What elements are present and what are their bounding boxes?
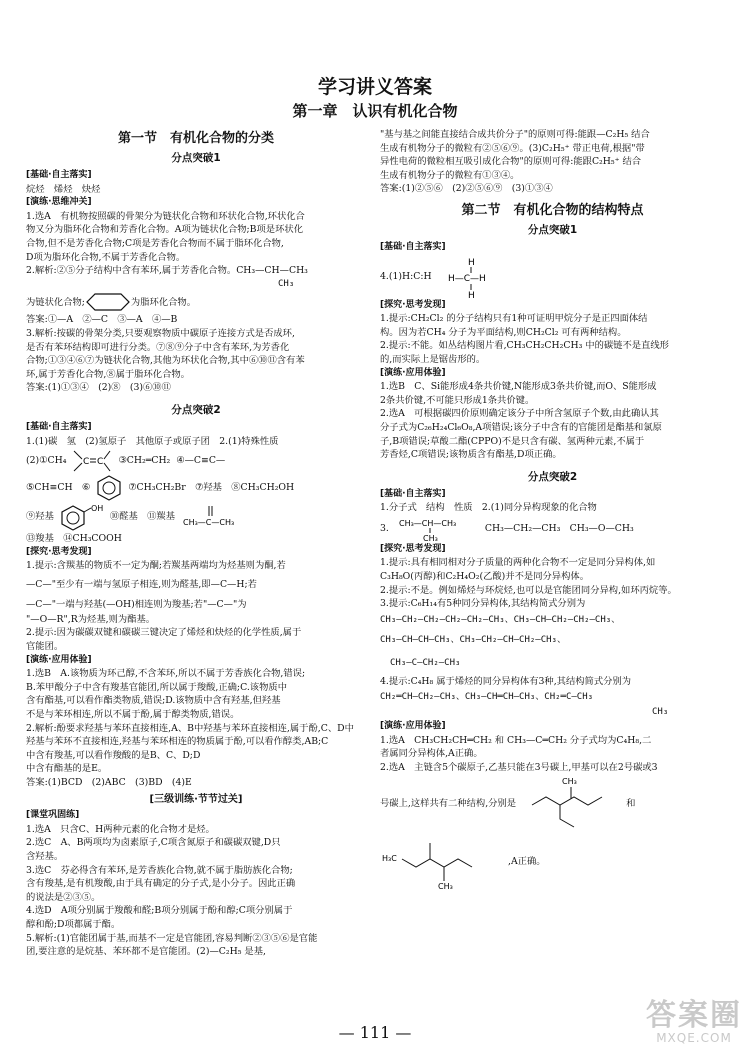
text-line: 1.提示:具有相同相对分子质量的两种化合物不一定是同分异构体,如	[380, 557, 656, 569]
text-line: 团,要注意的是烷基、苯环都不是官能团。(2)—C₂H₅ 是基,	[26, 946, 266, 958]
text-line	[380, 774, 725, 832]
label-explore: [探究·思考发现]	[26, 546, 92, 557]
right-column	[380, 128, 725, 890]
text-line: 含有酯基,可以看作酯类物质,错误;D.该物质中含有羟基,但羟基	[26, 695, 281, 707]
text-line	[26, 474, 366, 502]
text-fragment: ③CH₂═CH₂	[118, 455, 171, 467]
label-basic: [基础·自主落实]	[26, 170, 92, 180]
text-line: C₃H₈O(丙醇)和C₂H₄O₂(乙酸)并不是同分异构体。	[380, 571, 589, 583]
svg-text:CH₃—CH—CH₃: CH₃—CH—CH₃	[398, 518, 457, 528]
text-fragment: 为链状化合物;	[26, 296, 85, 308]
subsection-r2: 分点突破2	[527, 470, 578, 483]
label-basic: [基础·自主落实]	[380, 241, 446, 252]
text-line: 的说法是②③⑤。	[26, 891, 101, 903]
text-line	[26, 448, 366, 474]
label-explore: [探究·思考发现]	[380, 543, 446, 554]
text-line	[380, 255, 725, 299]
text-line: 4.选D A项分别属于羧酸和醛;B项分别属于酚和醇;C项分别属于	[26, 905, 293, 917]
text-fragment: ⑩醛基 ⑪羰基	[109, 511, 175, 523]
svg-text:CH₃: CH₃	[562, 777, 577, 787]
text-fragment: ⑤CH≡CH ⑥	[26, 482, 91, 494]
text-fragment: ⑨羟基	[26, 511, 54, 523]
text-line: 1.选A 有机物按照碳的骨架分为链状化合物和环状化合物,环状化合	[26, 210, 305, 222]
text-fragment: ④—C≡C—	[176, 455, 226, 467]
text-line: 分子式为C₂₆H₂₄Cl₆O₈,A项错误;该分子中含有的官能团是酯基和氯原	[380, 421, 662, 433]
text-line: 合物,但不是芳香化合物;C项是芳香化合物而不属于脂环化合物,	[26, 237, 284, 249]
answer-line: 答案:(1)②⑤⑥ (2)②⑤⑥⑨ (3)①③④	[380, 183, 553, 195]
text-fragment: (2)①CH₄	[26, 455, 67, 467]
text-line: 是否有苯环结构即可进行分类。⑦⑧⑨分子中含有苯环,为芳香化	[26, 341, 290, 353]
methane-structure-icon	[446, 256, 496, 298]
text-line: 含有羧基,是有机羧酸,由于具有确定的分子式,是小分子。因此正确	[26, 878, 296, 890]
text-line: 官能团。	[26, 641, 64, 653]
answer-line: 答案:(1)BCD (2)ABC (3)BD (4)E	[26, 777, 192, 788]
text-fragment: 3.	[380, 523, 389, 535]
section-title-1: 第一节 有机化合物的分类	[117, 131, 274, 146]
text-line: 1.选A 只含C、H两种元素的化合物才是烃。	[26, 823, 215, 835]
text-fragment: 号碳上,这样共有二种结构,分别是	[380, 797, 517, 809]
text-line: 异性电荷的微粒相互吸引成化合物"的原则可得:能跟C₂H₅⁺ 结合	[380, 156, 642, 168]
text-line: —C—"一端与羟基(—OH)相连则为羧基;若"—C—"为	[26, 598, 247, 610]
svg-text:H₃C: H₃C	[382, 854, 397, 864]
text-line: 的,而实际上是锯齿形的。	[380, 353, 486, 365]
answer-line: 答案:(1)①③④ (2)⑧ (3)⑥⑩⑪	[26, 382, 171, 394]
text-line: 1.提示:含羰基的物质不一定为酮;若羰基两端均为烃基则为酮,若	[26, 560, 286, 572]
text-line: 1.选B A.该物质为环己醇,不含苯环,所以不属于芳香族化合物,错误;	[26, 668, 306, 680]
text-line: 构。因为若CH₄ 分子为平面结构,则CH₂Cl₂ 可有两种结构。	[380, 326, 627, 338]
svg-text:CH₃: CH₃	[438, 882, 453, 890]
text-line: D项为脂环化合物,不属于芳香化合物。	[26, 251, 186, 263]
alkene-group-icon	[72, 449, 112, 473]
page-title: 学习讲义答案	[317, 76, 432, 98]
label-basic: [基础·自主落实]	[380, 488, 446, 499]
text-line: 物又分为脂环化合物和芳香化合物。A项为链状化合物;B项是环状化	[26, 224, 303, 236]
text-line: 5.解析:(1)官能团属于基,而基不一定是官能团,容易判断②③⑤⑥是官能	[26, 932, 318, 944]
text-fragment: ,A正确。	[508, 855, 546, 867]
text-line	[380, 515, 725, 543]
answer-line: 答案:①—A ②—C ③—A ④—B	[26, 314, 178, 326]
benzene-ring-icon	[96, 475, 122, 501]
isobutane-structure-icon	[397, 516, 477, 542]
text-line	[26, 291, 366, 313]
text-line	[380, 832, 725, 890]
text-line: 4.提示:C₄H₈ 属于烯烃的同分异构体有3种,其结构简式分别为	[380, 675, 632, 687]
page-number-value: 111	[359, 1023, 391, 1042]
svg-text:H: H	[467, 290, 475, 298]
text-line: 2.提示:不能。如丛结构图片看,CH₃CH₂CH₂CH₃ 中的碳链不是直线形	[380, 340, 669, 352]
text-line: 3.选C 芬必得含有苯环,是芳香族化合物,就不属于脂肪族化合物;	[26, 864, 293, 876]
text-line: 生成有机物分子的微粒有②⑤⑥⑨。(3)C₂H₅⁺ 带正电荷,根据"带	[380, 142, 645, 154]
label-practice: [演练·应用体验]	[26, 654, 92, 665]
subsection-r1: 分点突破1	[527, 223, 578, 236]
ketone-structure-icon	[181, 503, 251, 531]
text-line: 含羟基。	[26, 850, 64, 862]
text-line	[26, 502, 366, 532]
text-line: 醇和酚;D项都属于酯。	[26, 918, 121, 930]
chapter-title: 第一章 认识有机化合物	[292, 102, 458, 120]
text-line: ⑬羧基 ⑭CH₃COOH	[26, 533, 122, 545]
text-line: B.苯甲酸分子中含有羧基官能团,所以属于羧酸,正确;C.该物质中	[26, 681, 287, 693]
left-column	[26, 128, 366, 959]
formula-line: CH₃—CH₂—CH₂—CH₂—CH₂—CH₃、CH₃—CH—CH₂—CH₂—CH₃、	[380, 614, 621, 625]
text-line: 中含有羧基,可以看作羧酸的是B、C、D;D	[26, 749, 201, 761]
subsection-2: 分点突破2	[171, 403, 221, 416]
text-line: 2.解析:酚要求羟基与苯环直接相连,A、B中羟基与苯环直接相连,属于酚,C、D中	[26, 722, 354, 734]
formula-branch: CH₃	[278, 278, 295, 289]
text-line: 1.提示:CH₂Cl₂ 的分子结构只有1种可证明甲烷分子是正四面体结	[380, 313, 648, 325]
text-line: 不是与苯环相连,所以不属于酚,属于醇类物质,错误。	[26, 709, 240, 721]
svg-text:H—C—H: H—C—H	[447, 273, 486, 284]
text-line: 生成有机物分子的微粒有①③④。	[380, 169, 520, 181]
text-line: 2.选C A、B两项均为卤素原子,C项含氮原子和碳碳双键,D只	[26, 837, 281, 849]
formula-line: CH₂═CH—CH₂—CH₃、CH₃—CH═CH—CH₃、CH₂═C—CH₃	[380, 692, 594, 703]
svg-text:CH₃—C—CH₃: CH₃—C—CH₃	[183, 518, 235, 528]
text-line: 2.选A 主链含5个碳原子,乙基只能在3号碳上,甲基可以在2号碳或3	[380, 761, 658, 773]
formula-branch: CH₃	[652, 707, 669, 718]
watermark-text: 答案圈	[646, 998, 742, 1033]
text-line: 烷烃 烯烃 炔烃	[26, 183, 101, 195]
label-practice: [演练·应用体验]	[380, 721, 446, 732]
text-line: 1.选B C、Si能形成4条共价键,N能形成3条共价键,而O、S能形成	[380, 381, 657, 393]
text-line: "基与基之间能直接结合成共价分子"的原则可得:能跟—C₂H₅ 结合	[380, 129, 650, 140]
svg-text:H: H	[467, 257, 475, 268]
text-fragment: ⑦CH₃CH₂Br ⑦羟基 ⑧CH₃CH₂OH	[128, 482, 295, 494]
label-three-level: [三级训练·节节过关]	[149, 793, 243, 805]
label-class: [课堂巩固练]	[26, 810, 80, 821]
text-line: 羟基与苯环不直接相连,羟基与苯环相连的物质属于酚,可以看作醇类,AB;C	[26, 736, 329, 748]
label-practice: [演练·应用体验]	[380, 367, 446, 378]
cyclohexane-icon	[85, 292, 131, 312]
text-fragment: CH₃—CH₂—CH₃ CH₃—O—CH₃	[484, 523, 634, 535]
text-line: 环,属于芳香化合物,⑧属于脂环化合物。	[26, 368, 190, 380]
text-line: 1.(1)碳 氢 (2)氢原子 其他原子或原子团 2.(1)特殊性质	[26, 435, 279, 447]
text-line: "—O—R",R为烃基,则为酯基。	[26, 613, 156, 625]
text-line: 2.提示:不是。例如烯烃与环烷烃,也可以是官能团同分异构,如环丙烷等。	[380, 584, 677, 596]
text-line: 2.选A 可根据碳四价原则确定该分子中所含氢原子个数,由此确认其	[380, 408, 659, 420]
label-practice: [演练·思维冲关]	[26, 197, 92, 208]
watermark-logo	[646, 998, 742, 1045]
text-fragment: 4.(1)H:C:H	[380, 270, 432, 282]
text-line: —C—"至少有一端与氢原子相连,则为醛基,即—C—H;若	[26, 578, 257, 590]
page-number: — 111 —	[338, 1023, 412, 1042]
text-line: 合物;①③④⑥⑦为链状化合物,其他为环状化合物,其中⑥⑩⑪含有苯	[26, 355, 305, 367]
label-basic: [基础·自主落实]	[26, 421, 92, 432]
text-line: 3.解析:按碳的骨架分类,只要观察物质中碳原子连接方式是否成环,	[26, 327, 295, 339]
subsection-1: 分点突破1	[171, 152, 221, 164]
formula-line: CH₃—CH—CH—CH₃、CH₃—CH₂—CH—CH₂—CH₃、	[380, 634, 566, 645]
svg-text:C: C	[97, 457, 104, 468]
text-line: 1.分子式 结构 性质 2.(1)同分异构现象的化合物	[380, 502, 597, 514]
label-explore: [探究·思考发现]	[380, 299, 446, 310]
formula-line: CH₃—C—CH₂—CH₃	[390, 657, 461, 668]
text-line: 者属同分异构体,A正确。	[380, 748, 483, 760]
text-fragment: 为脂环化合物。	[130, 296, 197, 308]
text-line: 3.提示:C₆H₁₄有5种同分异构体,其结构简式分别为	[380, 598, 586, 610]
svg-text:C: C	[83, 457, 90, 468]
skeletal-structure-1-icon	[526, 775, 616, 831]
text-line: 2.解析:②⑤分子结构中含有苯环,属于芳香化合物。CH₃—CH—CH₃	[26, 265, 308, 277]
watermark-url: MXQE.COM	[656, 1031, 732, 1045]
text-line: 1.选A CH₃CH₂CH═CH₂ 和 CH₃—C═CH₂ 分子式均为C₄H₈,二	[380, 734, 652, 746]
svg-text:CH₃: CH₃	[422, 533, 438, 542]
phenol-structure-icon	[60, 503, 104, 531]
text-line: 中含有酯基的是E。	[26, 763, 108, 775]
text-line: 子,B项错误;草酸二酯(CPPO)不是只含有碳、氢两种元素,不属于	[380, 435, 645, 447]
text-line: 2条共价键,不可能只形成1条共价键。	[380, 394, 535, 406]
text-fragment: 和	[626, 797, 636, 809]
text-line: 2.提示:因为碳碳双键和碳碳三键决定了烯烃和炔烃的化学性质,属于	[26, 627, 302, 639]
skeletal-structure-2-icon	[380, 833, 500, 889]
svg-text:OH: OH	[90, 504, 104, 514]
section-title-2: 第二节 有机化合物的结构特点	[461, 202, 644, 218]
text-line: 芳香烃,C项错误;该物质含有酯基,D项正确。	[380, 449, 562, 461]
